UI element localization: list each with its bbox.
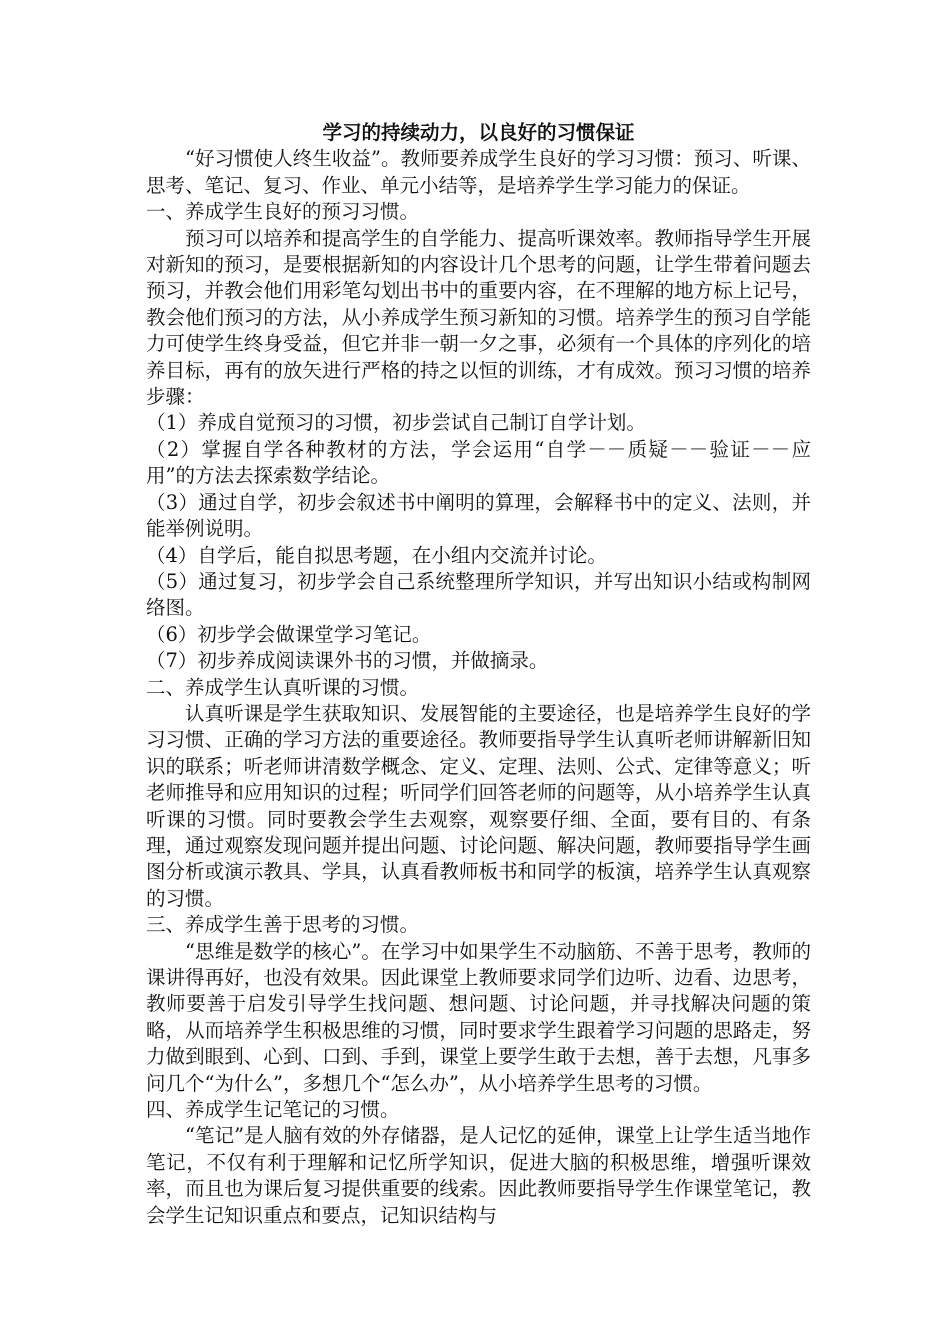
document-page [146, 120, 811, 1229]
section-heading-3: 三、养成学生善于思考的习惯。 [146, 913, 420, 937]
list-item: （7）初步养成阅读课外书的习惯，并做摘录。 [146, 649, 549, 673]
section-body-4: “笔记”是人脑有效的外存储器，是人记忆的延伸，课堂上让学生适当地作笔记，不仅有利于理解和记忆所学知识，促进大脑的积极思维，增强听课效率，而且也为课后复习提供重要的线索。因此教师要指导学生作课堂笔记，教会学生记知识重点和要点，记知识结构与 [146, 1124, 811, 1227]
list-item: （3）通过自学，初步会叙述书中阐明的算理，会解释书中的定义、法则，并能举例说明。 [146, 490, 811, 541]
list-item: （6）初步学会做课堂学习笔记。 [146, 622, 432, 646]
section-heading-2: 二、养成学生认真听课的习惯。 [146, 675, 420, 699]
section-heading-1: 一、养成学生良好的预习习惯。 [146, 200, 420, 224]
list-item: （2）掌握自学各种教材的方法，学会运用“自学－－质疑－－验证－－应用”的方法去探索数学结论。 [146, 437, 811, 488]
section-body-1: 预习可以培养和提高学生的自学能力、提高听课效率。教师指导学生开展对新知的预习，是要根据新知的内容设计几个思考的问题，让学生带着问题去预习，并教会他们用彩笔勾划出书中的重要内容，在不理解的地方标上记号，教会他们预习的方法，从小养成学生预习新知的习惯。培养学生的预习自学能力可使学生终身受益，但它并非一朝一夕之事，必须有一个具体的序列化的培养目标，再有的放矢进行严格的持之以恒的训练，才有成效。预习习惯的培养步骤： [146, 226, 811, 409]
document-title: 学习的持续动力，以良好的习惯保证 [322, 121, 635, 144]
intro-paragraph: “好习惯使人终生收益”。教师要养成学生良好的学习习惯：预习、听课、思考、笔记、复习、作业、单元小结等，是培养学生学习能力的保证。 [146, 147, 811, 197]
section-heading-4: 四、养成学生记笔记的习惯。 [146, 1098, 400, 1122]
section-body-2: 认真听课是学生获取知识、发展智能的主要途径，也是培养学生良好的学习习惯、正确的学习方法的重要途径。教师要指导学生认真听老师讲解新旧知识的联系；听老师讲清数学概念、定义、定理、法则、公式、定律等意义；听老师推导和应用知识的过程；听同学们回答老师的问题等，从小培养学生认真听课的习惯。同时要教会学生去观察，观察要仔细、全面，要有目的、有条理，通过观察发现问题并提出问题、讨论问题、解决问题，教师要指导学生画图分析或演示教具、学具，认真看教师板书和同学的板演，培养学生认真观察的习惯。 [146, 701, 811, 910]
list-item: （4）自学后，能自拟思考题，在小组内交流并讨论。 [146, 543, 607, 567]
list-item: （5）通过复习，初步学会自己系统整理所学知识，并写出知识小结或构制网络图。 [146, 569, 811, 620]
list-item: （1）养成自觉预习的习惯，初步尝试自己制订自学计划。 [146, 411, 646, 435]
section-body-3: “思维是数学的核心”。在学习中如果学生不动脑筋、不善于思考，教师的课讲得再好，也没有效果。因此课堂上教师要求同学们边听、边看、边思考，教师要善于启发引导学生找问题、想问题、讨论问题，并寻找解决问题的策略，从而培养学生积极思维的习惯，同时要求学生跟着学习问题的思路走，努力做到眼到、心到、口到、手到，课堂上要学生敢于去想，善于去想，凡事多问几个“为什么”，多想几个“怎么办”，从小培养学生思考的习惯。 [146, 939, 811, 1095]
